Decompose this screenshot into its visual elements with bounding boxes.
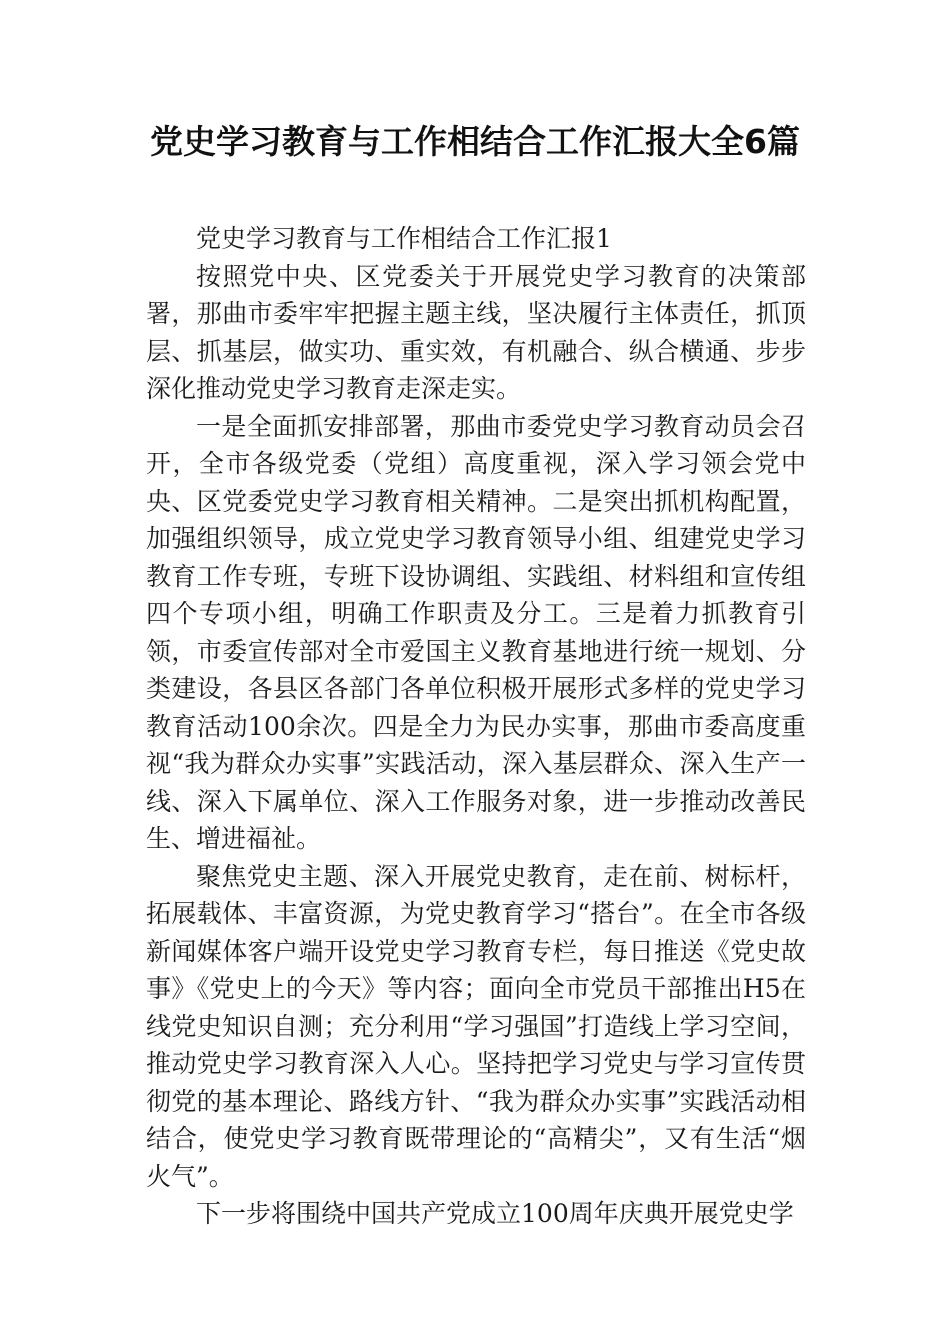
body-paragraph: 聚焦党史主题、深入开展党史教育，走在前、树标杆，拓展载体、丰富资源，为党史教育学习“搭台”。在全市各级新闻媒体客户端开设党史学习教育专栏，每日推送《党史故事》《党史上的今天》等内容；面向全市党员干部推出H5在线党史知识自测；充分利用“学习强国”打造线上学习空间，推动党史学习教育深入人心。坚持把学习党史与学习宣传贯彻党的基本理论、路线方针、“我为群众办实事”实践活动相结合，使党史学习教育既带理论的“高精尖”，又有生活“烟火气”。 xyxy=(146,861,806,1191)
document-title: 党史学习教育与工作相结合工作汇报大全6篇 xyxy=(150,122,800,161)
document-body xyxy=(146,220,806,1233)
body-paragraph: 一是全面抓安排部署，那曲市委党史学习教育动员会召开，全市各级党委（党组）高度重视，深入学习领会党中央、区党委党史学习教育相关精神。二是突出抓机构配置，加强组织领导，成立党史学习教育领导小组、组建党史学习教育工作专班，专班下设协调组、实践组、材料组和宣传组四个专项小组，明确工作职责及分工。三是着力抓教育引领，市委宣传部对全市爱国主义教育基地进行统一规划、分类建设，各县区各部门各单位积极开展形式多样的党史学习教育活动100余次。四是全力为民办实事，那曲市委高度重视“我为群众办实事”实践活动，深入基层群众、深入生产一线、深入下属单位、深入工作服务对象，进一步推动改善民生、增进福祉。 xyxy=(146,411,806,853)
body-paragraph: 下一步将围绕中国共产党成立100周年庆典开展党史学 xyxy=(196,1199,794,1228)
section-heading: 党史学习教育与工作相结合工作汇报1 xyxy=(196,224,612,253)
body-paragraph: 按照党中央、区党委关于开展党史学习教育的决策部署，那曲市委牢牢把握主题主线，坚决履行主体责任，抓顶层、抓基层，做实功、重实效，有机融合、纵合横通、步步深化推动党史学习教育走深走实。 xyxy=(146,261,806,403)
